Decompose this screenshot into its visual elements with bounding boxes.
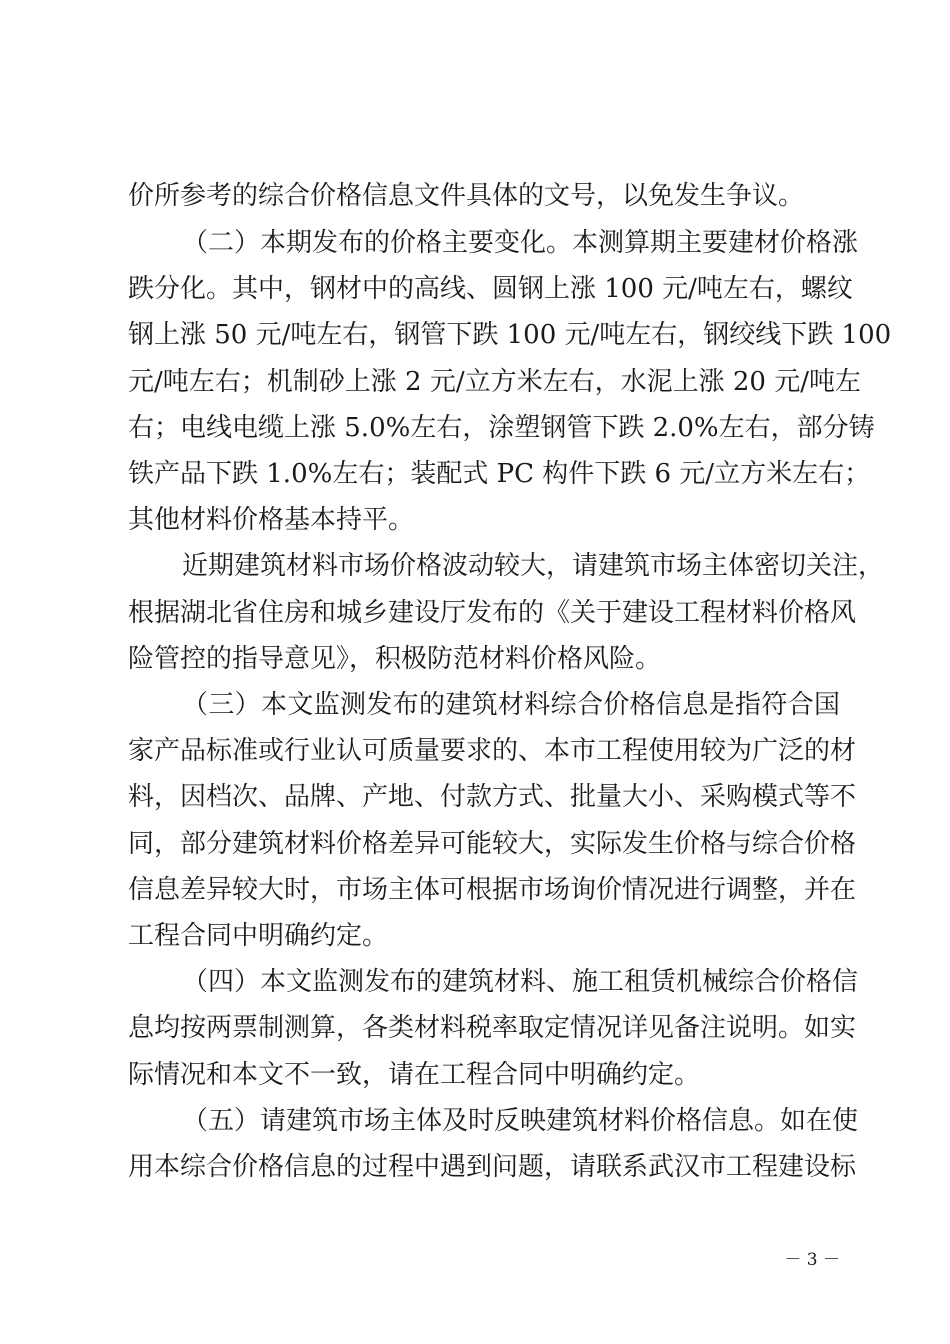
- text-line-14: 料，因档次、品牌、产地、付款方式、批量大小、采购模式等不: [128, 782, 857, 812]
- text-line-5: 元/吨左右；机制砂上涨 2 元/立方米左右，水泥上涨 20 元/吨左: [128, 367, 861, 397]
- page-number: － 3 －: [784, 1250, 840, 1270]
- text-line-2: （二）本期发布的价格主要变化。本测算期主要建材价格涨: [182, 228, 859, 258]
- text-line-7: 铁产品下跌 1.0%左右；装配式 PC 构件下跌 6 元/立方米左右；: [128, 459, 871, 489]
- text-line-17: 工程合同中明确约定。: [128, 921, 389, 951]
- text-line-12: （三）本文监测发布的建筑材料综合价格信息是指符合国: [182, 690, 840, 720]
- text-line-20: 际情况和本文不一致，请在工程合同中明确约定。: [128, 1060, 701, 1090]
- text-line-18: （四）本文监测发布的建筑材料、施工租赁机械综合价格信: [182, 967, 859, 997]
- text-line-13: 家产品标准或行业认可质量要求的、本市工程使用较为广泛的材: [128, 736, 857, 766]
- text-line-16: 信息差异较大时，市场主体可根据市场询价情况进行调整，并在: [128, 875, 857, 905]
- text-line-1: 价所参考的综合价格信息文件具体的文号，以免发生争议。: [128, 181, 805, 211]
- text-line-4: 钢上涨 50 元/吨左右，钢管下跌 100 元/吨左右，钢绞线下跌 100: [128, 320, 892, 350]
- text-line-10: 根据湖北省住房和城乡建设厅发布的《关于建设工程材料价格风: [128, 598, 857, 628]
- text-line-11: 险管控的指导意见》，积极防范材料价格风险。: [128, 644, 662, 674]
- text-line-21: （五）请建筑市场主体及时反映建筑材料价格信息。如在使: [182, 1106, 859, 1136]
- text-line-8: 其他材料价格基本持平。: [128, 505, 415, 535]
- text-line-3: 跌分化。其中，钢材中的高线、圆钢上涨 100 元/吨左右，螺纹: [128, 274, 853, 304]
- text-line-9: 近期建筑材料市场价格波动较大，请建筑市场主体密切关注，: [182, 551, 885, 581]
- text-line-22: 用本综合价格信息的过程中遇到问题，请联系武汉市工程建设标: [128, 1152, 857, 1182]
- text-line-19: 息均按两票制测算，各类材料税率取定情况详见备注说明。如实: [128, 1013, 857, 1043]
- text-line-6: 右；电线电缆上涨 5.0%左右，涂塑钢管下跌 2.0%左右，部分铸: [128, 413, 875, 443]
- text-line-15: 同，部分建筑材料价格差异可能较大，实际发生价格与综合价格: [128, 829, 857, 859]
